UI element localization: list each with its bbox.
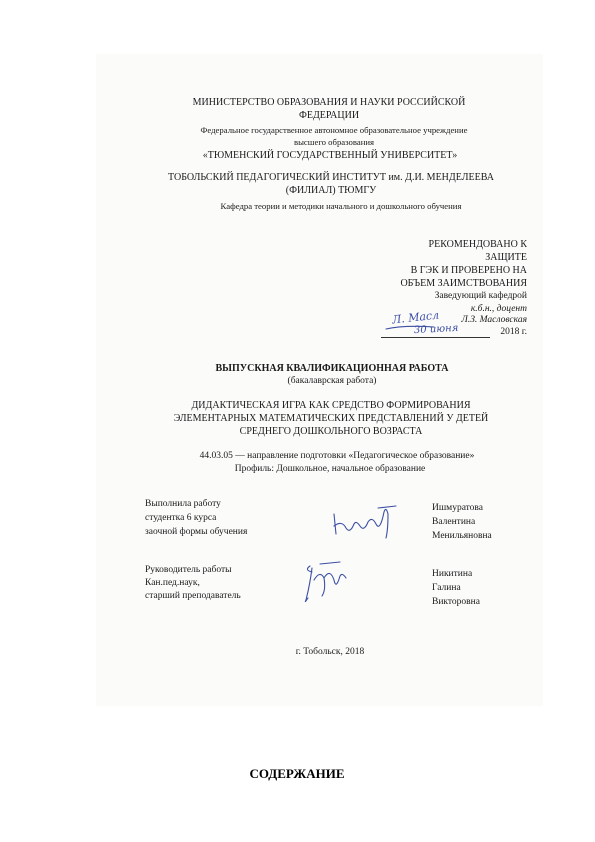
student-name-line-3: Менильяновна: [432, 531, 492, 541]
fed-line-2: высшего образования: [293, 137, 375, 147]
student-signature: [330, 502, 398, 542]
department-name: Кафедра теории и методики начального и дошкольного обучения: [220, 201, 462, 211]
approval-signature: Л. Масл: [391, 308, 440, 327]
ministry-line-2: ФЕДЕРАЦИИ: [298, 110, 360, 121]
work-direction: 44.03.05 — направление подготовки «Педагогическое образование»: [199, 451, 475, 461]
work-type: ВЫПУСКНАЯ КВАЛИФИКАЦИОННАЯ РАБОТА: [215, 363, 449, 374]
ministry-line-1: МИНИСТЕРСТВО ОБРАЗОВАНИЯ И НАУКИ РОССИЙСКОЙ: [192, 97, 466, 108]
approval-date-handwritten: 30 июня: [413, 322, 459, 337]
work-subtype: (бакалаврская работа): [287, 376, 377, 386]
work-title-line-1: ДИДАКТИЧЕСКАЯ ИГРА КАК СРЕДСТВО ФОРМИРОВАНИЯ: [191, 400, 471, 411]
city-year: г. Тобольск, 2018: [295, 647, 365, 657]
approval-position: Заведующий кафедрой: [434, 291, 527, 301]
supervisor-name-line-3: Викторовна: [432, 597, 480, 607]
work-title-line-2: ЭЛЕМЕНТАРНЫХ МАТЕМАТИЧЕСКИХ ПРЕДСТАВЛЕНИЙ У ДЕТЕЙ: [173, 413, 489, 424]
approval-line-1: РЕКОМЕНДОВАНО К: [428, 239, 527, 250]
student-name-line-2: Валентина: [432, 517, 476, 527]
contents-heading: СОДЕРЖАНИЕ: [249, 766, 345, 781]
university-name: «ТЮМЕНСКИЙ ГОСУДАРСТВЕННЫЙ УНИВЕРСИТЕТ»: [202, 150, 458, 161]
date-underline: [381, 337, 490, 338]
supervisor-signature: [300, 560, 356, 606]
supervisor-role-line-2: Кан.пед.наук,: [145, 578, 200, 588]
supervisor-name-line-2: Галина: [432, 583, 461, 593]
work-title-line-3: СРЕДНЕГО ДОШКОЛЬНОГО ВОЗРАСТА: [239, 426, 423, 437]
student-role-line-1: Выполнила работу: [145, 499, 221, 509]
supervisor-role-line-3: старший преподаватель: [145, 591, 241, 601]
work-profile: Профиль: Дошкольное, начальное образование: [234, 464, 426, 474]
approval-line-4: ОБЪЕМ ЗАИМСТВОВАНИЯ: [400, 278, 527, 289]
institute-line-2: (ФИЛИАЛ) ТЮМГУ: [285, 185, 377, 196]
student-role-line-3: заочной формы обучения: [145, 527, 248, 537]
supervisor-role-line-1: Руководитель работы: [145, 565, 232, 575]
approval-line-2: ЗАЩИТЕ: [485, 252, 527, 263]
institute-line-1: ТОБОЛЬСКИЙ ПЕДАГОГИЧЕСКИЙ ИНСТИТУТ им. Д.И. МЕНДЕЛЕЕВА: [168, 172, 494, 183]
supervisor-name-line-1: Никитина: [432, 569, 473, 579]
approval-line-3: В ГЭК И ПРОВЕРЕНО НА: [410, 265, 527, 276]
approval-year: 2018 г.: [500, 327, 527, 337]
student-role-line-2: студентка 6 курса: [145, 513, 217, 523]
approval-degree: к.б.н., доцент: [470, 304, 527, 314]
fed-line-1: Федеральное государственное автономное образовательное учреждение: [200, 125, 468, 135]
approval-name: Л.З. Масловская: [461, 315, 527, 325]
student-name-line-1: Ишмуратова: [432, 503, 484, 513]
